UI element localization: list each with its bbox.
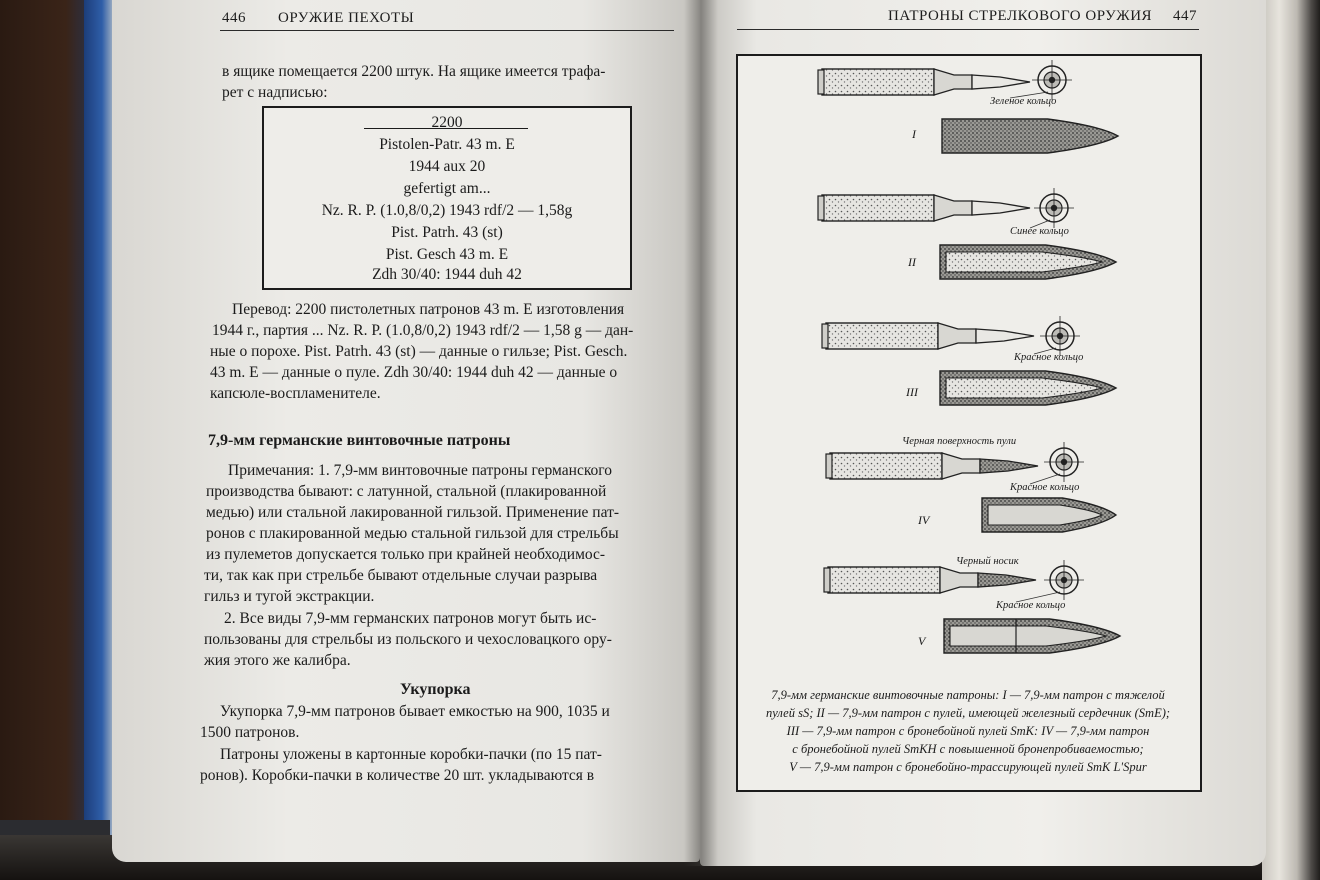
caption-line-2: пулей sS; II — 7,9-мм патрон с пулей, имеющей железный сердечник (SmE);: [765, 706, 1171, 720]
bullet-profile: [978, 573, 1036, 587]
cartridge-rim: [824, 568, 830, 592]
translation-line-5: капсюле-воспламенителе.: [210, 385, 381, 402]
cartridge-shoulder: [940, 567, 978, 593]
stencil-line-8: Zdh 30/40: 1944 duh 42: [372, 266, 522, 283]
note2-line-2: пользованы для стрельбы из польского и чехословацкого ору-: [204, 631, 612, 648]
cartridge-case: [830, 453, 942, 479]
bullet-profile: [980, 459, 1038, 473]
note1-line-4: ронов с плакированной медью стальной гильзой для стрельбы: [206, 525, 619, 542]
bullet-feature-label: Черная поверхность пули: [902, 436, 1017, 447]
bullet-profile: [976, 329, 1034, 343]
note1-line-3: медью) или стальной лакированной гильзой. Применение пат-: [206, 504, 620, 521]
cartridge-numeral: IV: [918, 513, 930, 527]
intro-line-2: рет с надписью:: [222, 84, 328, 101]
cartridge-case: [826, 323, 938, 349]
caption-line-1: 7,9-мм германские винтовочные патроны: I — 7,9-мм патрон с тяжелой: [771, 688, 1165, 702]
bullet-section-jacket: [942, 119, 1118, 153]
stencil-line-7: Pist. Gesch 43 m. E: [385, 246, 509, 263]
cartridge-rim: [826, 454, 832, 478]
cartridge-shoulder: [942, 453, 980, 479]
note2-line-3: жия этого же калибра.: [204, 652, 351, 669]
right-running-head: ПАТРОНЫ СТРЕЛКОВОГО ОРУЖИЯ: [888, 8, 1153, 24]
stencil-line-4: gefertigt am...: [403, 180, 491, 197]
cartridge-shoulder: [934, 195, 972, 221]
right-page-number: 447: [1173, 8, 1197, 24]
bullet-profile: [972, 201, 1030, 215]
packing-subheading: Укупорка: [400, 681, 471, 698]
cartridge-case: [822, 195, 934, 221]
caption-line-3: III — 7,9-мм патрон с бронебойной пулей SmK: IV — 7,9-мм патрон: [786, 724, 1150, 738]
ring-color-label: Синее кольцо: [1010, 226, 1069, 237]
cartridge-rim: [818, 196, 824, 220]
cartridge-case: [822, 69, 934, 95]
bullet-profile: [972, 75, 1030, 89]
stencil-line-3: 1944 aux 20: [408, 158, 486, 175]
stencil-line-1: 2200: [431, 114, 463, 131]
note1-line-5: из пулеметов допускается только при крайней необходимос-: [206, 546, 606, 563]
left-page-number: 446: [222, 10, 246, 26]
translation-line-2: 1944 г., партия ... Nz. R. P. (1.0,8/0,2) 1943 rdf/2 — 1,58 g — дан-: [212, 322, 634, 339]
cartridge-case: [828, 567, 940, 593]
ring-color-label: Красное кольцо: [996, 600, 1066, 611]
ring-color-label: Красное кольцо: [1014, 352, 1084, 363]
cartridge-shoulder: [934, 69, 972, 95]
stencil-line-6: Pist. Patrh. 43 (st): [391, 224, 503, 241]
note2-line-1: 2. Все виды 7,9-мм германских патронов могут быть ис-: [224, 610, 597, 627]
note1-line-7: гильз и тугой экстракции.: [204, 588, 375, 605]
translation-line-3: ные о порохе. Pist. Patrh. 43 (st) — данные о гильзе; Pist. Gesch.: [210, 343, 628, 360]
section-heading: 7,9-мм германские винтовочные патроны: [208, 432, 511, 449]
caption-line-5: V — 7,9-мм патрон с бронебойно-трассирующей пулей SmK L'Spur: [789, 760, 1147, 774]
bullet-feature-label: Черный носик: [956, 556, 1019, 567]
stencil-line-5: Nz. R. P. (1.0,8/0,2) 1943 rdf/2 — 1,58g: [321, 202, 573, 219]
stencil-line-2: Pistolen-Patr. 43 m. E: [379, 136, 515, 153]
left-running-head: ОРУЖИЕ ПЕХОТЫ: [278, 10, 415, 26]
packing-line-4: ронов). Коробки-пачки в количестве 20 шт. укладываются в: [200, 767, 595, 784]
cartridge-numeral: I: [912, 127, 916, 141]
cartridge-rim: [822, 324, 828, 348]
packing-line-2: 1500 патронов.: [200, 724, 300, 741]
note1-line-2: производства бывают: с латунной, стальной (плакированной: [206, 483, 607, 500]
cartridge-numeral: II: [908, 255, 916, 269]
translation-line-1: Перевод: 2200 пистолетных патронов 43 m. E изготовления: [232, 301, 625, 318]
cartridge-rim: [818, 70, 824, 94]
packing-line-3: Патроны уложены в картонные коробки-пачки (по 15 пат-: [220, 746, 602, 763]
cartridge-shoulder: [938, 323, 976, 349]
note1-line-6: ти, так как при стрельбе бывают отдельные случаи разрыва: [204, 567, 598, 584]
cartridge-numeral: V: [918, 634, 926, 648]
note1-line-1: Примечания: 1. 7,9-мм винтовочные патроны германского: [228, 462, 613, 479]
cartridge-numeral: III: [906, 385, 918, 399]
ring-color-label: Зеленое кольцо: [990, 96, 1057, 107]
caption-line-4: с бронебойной пулей SmKH с повышенной бронепробиваемостью;: [792, 742, 1144, 756]
translation-line-4: 43 m. E — данные о пуле. Zdh 30/40: 1944 duh 42 — данные о: [210, 364, 618, 381]
intro-line-1: в ящике помещается 2200 штук. На ящике имеется трафа-: [222, 63, 606, 80]
packing-line-1: Укупорка 7,9-мм патронов бывает емкостью на 900, 1035 и: [220, 703, 610, 720]
ring-color-label: Красное кольцо: [1010, 482, 1080, 493]
